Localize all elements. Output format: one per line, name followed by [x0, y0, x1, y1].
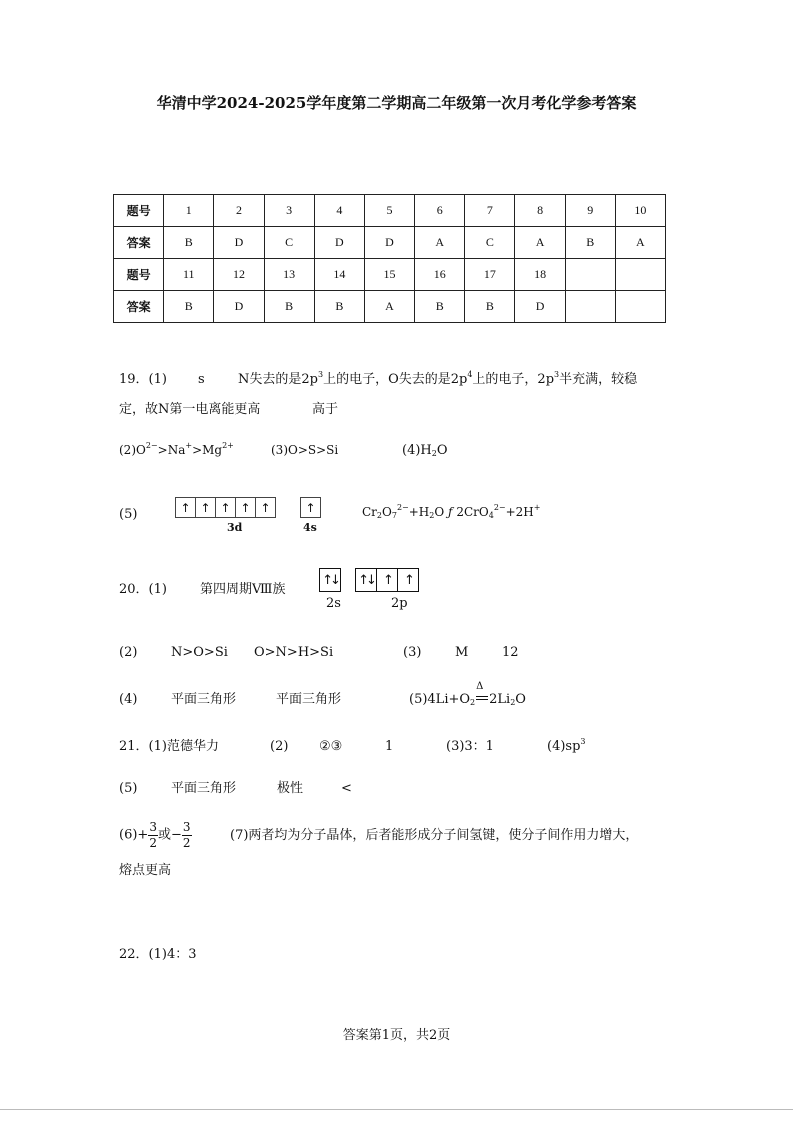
table-cell: 18: [515, 259, 565, 291]
q19-part2: $(2)O^{2-}>Na^+>Mg^{2+}$: [119, 441, 234, 457]
table-cell: 15: [364, 259, 414, 291]
page-title: 华清中学2024-2025学年度第二学期高二年级第一次月考化学参考答案: [156, 94, 637, 112]
q20-number: 20．(1): [119, 582, 167, 597]
orbital-box-2p: [355, 568, 419, 592]
table-cell: [615, 291, 665, 323]
answer-table: [113, 194, 666, 323]
q19-answer-s: s: [198, 372, 205, 387]
q20-part4-label: (4): [119, 692, 138, 707]
q19-part4: $(4)H_2O$: [402, 443, 448, 458]
orbital-cell: ↑: [305, 500, 316, 515]
table-cell: D: [364, 227, 414, 259]
table-cell: D: [515, 291, 565, 323]
table-cell: 1: [164, 195, 214, 227]
table-number-row: [114, 195, 666, 227]
orbital-box-4s: [300, 497, 321, 518]
q21-part6: (6)+ $\frac{3}{2}$ 或− $\frac{3}{2}$: [119, 820, 191, 851]
q20-part4-a: 平面三角形: [171, 692, 237, 707]
q21-part4: $(4)sp^3$: [547, 737, 586, 754]
q21-part1: 21．(1)范德华力: [119, 739, 219, 754]
table-row-label: 题号: [114, 195, 164, 227]
table-cell: 16: [415, 259, 465, 291]
table-cell: 4: [314, 195, 364, 227]
q21-part2-label: (2): [270, 739, 289, 754]
table-cell: C: [264, 227, 314, 259]
table-row-label: 答案: [114, 291, 164, 323]
orbital-cell: ↑: [236, 498, 256, 517]
q21-part3: (3)3：1: [446, 739, 494, 754]
orbital-label-2s: 2s: [326, 596, 341, 611]
q19-part3: (3)O>S>Si: [271, 443, 339, 457]
table-cell: B: [314, 291, 364, 323]
q19-number: 19．(1): [119, 372, 167, 387]
table-cell: [565, 259, 615, 291]
table-cell: 8: [515, 195, 565, 227]
table-cell: B: [415, 291, 465, 323]
q19-part5-label: (5): [119, 507, 138, 522]
table-row-label: 题号: [114, 259, 164, 291]
fraction: $\frac{3}{2}$: [182, 820, 191, 851]
orbital-cell: ↑: [404, 572, 412, 588]
orbital-label-4s: 4s: [303, 521, 317, 534]
table-cell: 9: [565, 195, 615, 227]
q21-part2-b: 1: [385, 739, 394, 754]
q19-explanation-line2: 定，故N第一电离能更高: [119, 402, 261, 417]
orbital-cell: ↑: [260, 500, 271, 515]
condition-delta: Δ: [476, 681, 484, 692]
q21-part2-a: ②③: [319, 739, 343, 754]
table-cell: A: [415, 227, 465, 259]
page-bottom-rule: [0, 1109, 793, 1110]
table-cell: 3: [264, 195, 314, 227]
q19-equation: $Cr_2O_7^{2-}+H_2O$ ƒ 2CrO$_4^{2-}$+2H+: [362, 503, 541, 520]
table-cell: B: [164, 291, 214, 323]
table-cell: A: [615, 227, 665, 259]
orbital-label-2p: 2p: [391, 596, 408, 611]
page-footer: 答案第1页，共2页: [342, 1028, 451, 1043]
table-cell: 2: [214, 195, 264, 227]
q20-part4-b: 平面三角形: [276, 692, 342, 707]
table-cell: B: [164, 227, 214, 259]
table-answer-row: [114, 227, 666, 259]
q20-part2-a: N>O>Si: [171, 645, 228, 660]
table-cell: 17: [465, 259, 515, 291]
orbital-box-2s: [319, 568, 341, 592]
orbital-cell: ↑: [216, 498, 236, 517]
q20-part3-label: (3): [403, 645, 422, 660]
table-cell: 10: [615, 195, 665, 227]
q20-part3-a: M: [455, 645, 469, 660]
table-cell: B: [465, 291, 515, 323]
orbital-box-3d: [175, 497, 276, 518]
table-row-label: 答案: [114, 227, 164, 259]
table-cell: D: [214, 291, 264, 323]
table-cell: D: [214, 227, 264, 259]
table-cell: 6: [415, 195, 465, 227]
q20-part5: $(5)4Li+O_2$ Δ $2Li_2O$: [409, 681, 526, 707]
orbital-cell: ↑: [196, 498, 216, 517]
orbital-label-3d: 3d: [227, 521, 243, 534]
q21-part5-c: <: [341, 781, 352, 796]
table-answer-row: [114, 291, 666, 323]
table-cell: B: [565, 227, 615, 259]
table-number-row: [114, 259, 666, 291]
table-cell: D: [314, 227, 364, 259]
table-cell: 11: [164, 259, 214, 291]
table-cell: A: [364, 291, 414, 323]
q20-answer-period: 第四周期Ⅷ族: [200, 582, 286, 597]
table-cell: A: [515, 227, 565, 259]
table-cell: 14: [314, 259, 364, 291]
table-cell: C: [465, 227, 515, 259]
orbital-cell: ↑↓: [356, 569, 377, 591]
fraction: $\frac{3}{2}$: [149, 820, 157, 851]
table-cell: [615, 259, 665, 291]
q20-part3-b: 12: [502, 645, 519, 660]
q21-part7-line1: (7)两者均为分子晶体，后者能形成分子间氢键，使分子间作用力增大，: [230, 828, 639, 843]
q20-part2-b: O>N>H>Si: [254, 645, 334, 660]
q19-explanation-line1: N失去的是$2p^3$上的电子，O失去的是$2p^4$上的电子，$2p^3$半充满，较稳: [238, 370, 638, 387]
q21-part7-line2: 熔点更高: [119, 863, 172, 878]
q19-answer-higher: 高于: [312, 402, 339, 417]
table-cell: [565, 291, 615, 323]
orbital-cell: ↑: [377, 569, 398, 591]
orbital-cell: ↑↓: [322, 572, 338, 588]
orbital-cell: ↑: [176, 498, 196, 517]
q21-part5-label: (5): [119, 781, 138, 796]
q21-part5-b: 极性: [277, 781, 304, 796]
q22-part1: 22．(1)4：3: [119, 947, 197, 962]
table-cell: 12: [214, 259, 264, 291]
q20-part2-label: (2): [119, 645, 138, 660]
table-cell: 5: [364, 195, 414, 227]
table-cell: 13: [264, 259, 314, 291]
table-cell: B: [264, 291, 314, 323]
table-cell: 7: [465, 195, 515, 227]
q21-part5-a: 平面三角形: [171, 781, 237, 796]
